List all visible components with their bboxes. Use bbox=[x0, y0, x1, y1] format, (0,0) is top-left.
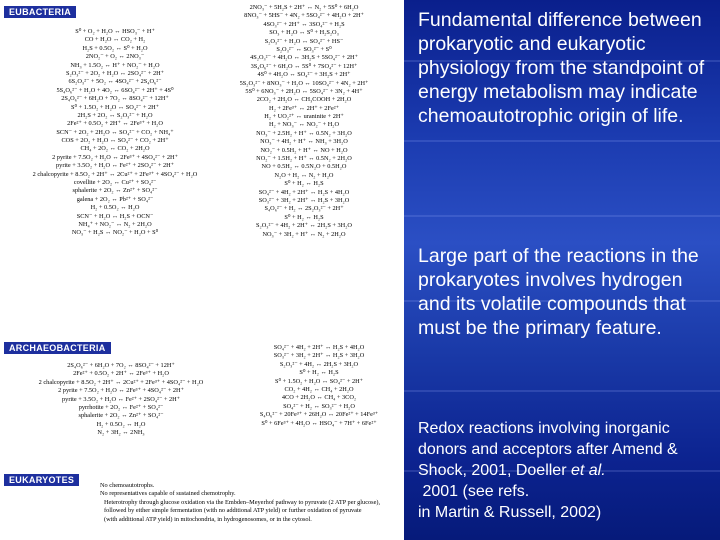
reaction-equation: 2S₄O₆²⁻ + 6H₂O + 7O₂ ↔ 8SO₄²⁻ + 12H⁺ bbox=[67, 362, 175, 369]
eubacteria-reactions-left bbox=[0, 28, 230, 238]
reaction-equation: 2 chalcopyrite + 8.5O₂ + 2H⁺ ↔ 2Cu²⁺ + 2Fe³⁺ + 4SO₄²⁻ + H₂O bbox=[38, 378, 204, 386]
reaction-equation: N₂O + H₂ ↔ N₂ + H₂O bbox=[274, 171, 334, 179]
reaction-equation: S₂O₃²⁻ ↔ SO₃²⁻ + S⁰ bbox=[276, 45, 332, 53]
reaction-equation: sphalerite + 2O₂ ↔ Zn²⁺ + SO₄²⁻ bbox=[72, 187, 158, 195]
eubacteria-reactions-right bbox=[206, 4, 402, 239]
reaction-equation: NO₃⁻ + 2.5H₂ + H⁺ ↔ 0.5N₂ + 3H₂O bbox=[256, 129, 352, 137]
reaction-equation: N₂ + 3H₂ ↔ 2NH₃ bbox=[97, 429, 145, 437]
reaction-equation: S₄O₆²⁻ + 20Fe³⁺ + 26H₂O ↔ 20Fe²⁺ + 14Fe³⁺ bbox=[259, 411, 379, 419]
eukaryote-note: No representatives capable of sustained chemotrophy. bbox=[100, 490, 236, 498]
reaction-equation: pyrite + 3.5O₂ + H₂O ↔ Fe²⁺ + 2SO₄²⁻ + 2H⁺ bbox=[62, 395, 180, 403]
reaction-equation: CO₂ + 4H₂ ↔ CH₄ + 2H₂O bbox=[284, 385, 354, 393]
archaeobacteria-label: ARCHAEOBACTERIA bbox=[4, 342, 111, 354]
reaction-equation: NO₂⁻ + 0.5H₂ + H⁺ ↔ NO + H₂O bbox=[260, 146, 348, 154]
reaction-equation: S⁰ + H₂ ↔ H₂S bbox=[299, 369, 339, 377]
reaction-equation: SO₃ + H₂O ↔ S⁰ + H₂S₂O₃ bbox=[269, 29, 339, 37]
reaction-equation: 2NO₂⁻ + O₂ ↔ 2NO₃⁻ bbox=[85, 53, 145, 61]
reaction-equation: sphalerite + 2O₂ ↔ Zn²⁺ + SO₄²⁻ bbox=[78, 412, 164, 420]
eukaryotes-notes bbox=[100, 482, 402, 524]
reference-text-suffix: 2001 (see refs. in Martin & Russell, 2002) bbox=[418, 483, 602, 521]
reaction-equation: NO + 0.5H₂ ↔ 0.5N₂O + 0.5H₂O bbox=[261, 163, 347, 171]
reaction-equation: S⁰ + O₂ + H₂O ↔ HSO₃⁻ + H⁺ bbox=[75, 28, 155, 35]
reaction-equation: 5S⁰ + 6NO₃⁻ + 2H₂O ↔ 5SO₄²⁻ + 3N₂ + 4H⁺ bbox=[245, 87, 363, 95]
reaction-equation: 4S⁰ + 4H₂O ↔ SO₄²⁻ + 3H₂S + 2H⁺ bbox=[257, 71, 351, 79]
reaction-equation: 2 chalcopyrite + 8.5O₂ + 2H⁺ ↔ 2Cu²⁺ + 2Fe³⁺ + 4SO₄²⁻ + H₂O bbox=[32, 170, 198, 178]
paragraph-hydrogen-reactions: Large part of the reactions in the prokaryotes involves hydrogen and its volatile compounds that must be the primary feature. bbox=[418, 245, 699, 339]
reaction-equation: pyrrhotite + 2O₂ ↔ Fe²⁺ + SO₄²⁻ bbox=[78, 403, 164, 411]
paragraph-references bbox=[418, 418, 714, 523]
reaction-equation: NO₂⁻ + 1.5H₂ + H⁺ ↔ 0.5N₂ + 2H₂O bbox=[256, 155, 352, 163]
reaction-equation: COS + 2O₂ + H₂O ↔ SO₄²⁻ + CO₂ + 2H⁺ bbox=[61, 137, 169, 145]
archaeobacteria-reactions-right bbox=[234, 344, 404, 428]
reaction-equation: SO₃²⁻ + 3H₂ + 2H⁺ ↔ H₂S + 3H₂O bbox=[258, 196, 350, 204]
reaction-equation: SCN⁻ + 2O₂ + 2H₂O ↔ SO₄²⁻ + CO₂ + NH₄⁺ bbox=[56, 128, 174, 136]
reaction-equation: 2Fe²⁺ + 0.5O₂ + 2H⁺ ↔ 2Fe³⁺ + H₂O bbox=[67, 120, 163, 128]
reaction-equation: S₂O₃²⁻ + 4H₂ + 2H⁺ ↔ 2H₂S + 3H₂O bbox=[256, 222, 352, 230]
archaeobacteria-reactions-left bbox=[0, 362, 242, 438]
reaction-equation: H₂ + 0.5O₂ ↔ H₂O bbox=[90, 204, 140, 212]
reaction-equation: H₂ + UO₂²⁺ ↔ uraninite + 2H⁺ bbox=[264, 113, 344, 121]
reaction-equation: S⁰ + H₂ ↔ H₂S bbox=[284, 180, 324, 188]
reaction-equation: S⁰ + 1.5O₂ + H₂O ↔ SO₄²⁻ + 2H⁺ bbox=[275, 377, 363, 385]
reaction-equation: galena + 2O₂ ↔ Pb²⁺ + SO₄²⁻ bbox=[76, 195, 154, 203]
reaction-equation: SCN⁻ + H₂O ↔ H₂S + OCN⁻ bbox=[76, 212, 154, 220]
reaction-equation: H₂ + 2Fe³⁺ ↔ 2H⁺ + 2Fe²⁺ bbox=[269, 104, 339, 112]
reaction-equation: NH₃ + 1.5O₂ ↔ H⁺ + NO₂⁻ + H₂O bbox=[70, 61, 160, 69]
reaction-equation: S⁰ + H₂ ↔ H₂S bbox=[284, 213, 324, 221]
reaction-equation: CH₄ + 2O₂ ↔ CO₂ + 2H₂O bbox=[80, 145, 150, 153]
reaction-equation: NO₃⁻ + 3H₂ + H⁺ ↔ N₂ + 2H₂O bbox=[262, 230, 346, 238]
reaction-equation: 3S₄O₆²⁻ + 6H₂O ↔ 5S⁰ + 7SO₄²⁻ + 12H⁺ bbox=[250, 62, 358, 70]
reaction-equation: NH₄⁺ + NO₂⁻ ↔ N₂ + 2H₂O bbox=[78, 220, 152, 228]
reaction-equation: 5S₂O₃²⁻ + 8NO₃⁻ + H₂O ↔ 10SO₄²⁻ + 4N₂ + 2H⁺ bbox=[239, 79, 369, 87]
eubacteria-label: EUBACTERIA bbox=[4, 6, 76, 18]
reaction-equation: 2CO₂ + 2H₂O ↔ CH₃COOH + 2H₂O bbox=[256, 96, 352, 104]
reaction-equation: 2H₂S + 2O₂ ↔ S₂O₃²⁻ + H₂O bbox=[77, 111, 153, 119]
reaction-equation: 2 pyrite + 7.5O₂ + H₂O ↔ 2Fe³⁺ + 4SO₄²⁻ + 2H⁺ bbox=[58, 387, 184, 395]
reaction-equation: S₂O₃²⁻ + 2O₂ + H₂O ↔ 2SO₄²⁻ + 2H⁺ bbox=[65, 69, 164, 77]
reaction-equation: H₂ + NO₃⁻ ↔ NO₂⁻ + H₂O bbox=[268, 121, 340, 129]
reaction-equation: SO₄²⁻ + H₂ ↔ SO₃²⁻ + H₂O bbox=[283, 402, 355, 410]
eukaryotes-label: EUKARYOTES bbox=[4, 474, 79, 486]
reaction-equation: 4S₂O₃²⁻ + 4H₂O ↔ 3H₂S + 5SO₄²⁻ + 2H⁺ bbox=[250, 54, 358, 62]
reaction-equation: S₄O₆²⁻ + H₂ ↔ 2S₂O₃²⁻ + 2H⁺ bbox=[264, 205, 344, 213]
reaction-equation: 2 pyrite + 7.5O₂ + H₂O ↔ 2Fe³⁺ + 4SO₄²⁻ + 2H⁺ bbox=[52, 153, 178, 161]
reaction-equation: 2Fe²⁺ + 0.5O₂ + 2H⁺ ↔ 2Fe³⁺ + H₂O bbox=[73, 370, 169, 378]
reaction-equation: 4SO₃²⁻ + 2H⁺ ↔ 3SO₄²⁻ + H₂S bbox=[263, 20, 345, 28]
reaction-equation: SO₄²⁻ + 4H₂ + 2H⁺ ↔ H₂S + 4H₂O bbox=[258, 188, 350, 196]
reaction-equation: SO₄²⁻ + 4H₂ + 2H⁺ ↔ H₂S + 4H₂O bbox=[273, 344, 365, 351]
eukaryote-note: No chemoautotrophs. bbox=[100, 482, 155, 489]
reaction-equation: S₂O₃²⁻ + 4H₂ ↔ 2H₂S + 3H₂O bbox=[279, 360, 359, 368]
reaction-equation: NO₃⁻ + H₂S ↔ NO₂⁻ + H₂O + S⁰ bbox=[71, 229, 159, 237]
paragraph-fundamental-difference: Fundamental difference between prokaryotic and eukaryotic physiology from the standpoint of energy metabolism may indicate chemoautotrophic origin of life. bbox=[418, 9, 705, 127]
eukaryote-note: followed by either simple fermentation (with no additional ATP yield) or further oxidation of pyruvate bbox=[104, 507, 362, 515]
eukaryote-note: (with additional ATP yield) in mitochondria, in hydrogenosomes, or in the cytosol. bbox=[104, 515, 312, 523]
reaction-equation: CO + H₂O ↔ CO₂ + H₂ bbox=[84, 36, 146, 44]
reaction-equation: 2NO₃⁻ + 5H₂S + 2H⁺ ↔ N₂ + 5S⁰ + 6H₂O bbox=[249, 4, 359, 11]
reaction-equation: NO₃⁻ + 4H₂ + H⁺ ↔ NH₃ + 3H₂O bbox=[260, 138, 348, 146]
reaction-equation: SO₃²⁻ + 3H₂ + 2H⁺ ↔ H₂S + 3H₂O bbox=[273, 352, 365, 360]
reaction-equation: S⁰ + 1.5O₂ + H₂O ↔ SO₄²⁻ + 2H⁺ bbox=[71, 103, 159, 111]
reaction-equation: 5S₄O₆²⁻ + H₂O + 4O₂ ↔ 6SO₄²⁻ + 2H⁺ + 4S⁰ bbox=[56, 86, 174, 94]
reaction-equation: pyrite + 3.5O₂ + H₂O ↔ Fe²⁺ + 2SO₄²⁻ + 2H⁺ bbox=[56, 162, 174, 170]
reaction-equation: S⁰ + 6Fe³⁺ + 4H₂O ↔ HSO₄⁻ + 7H⁺ + 6Fe²⁺ bbox=[261, 419, 377, 427]
reference-text-prefix: Redox reactions involving inorganic donors and acceptors after Amend & Shock, 2001, Doeller bbox=[418, 420, 678, 479]
reaction-equation: H₂ + 0.5O₂ ↔ H₂O bbox=[96, 420, 146, 428]
reaction-equation: 6S₂O₃²⁻ + 5O₂ ↔ 4SO₄²⁻ + 2S₄O₆²⁻ bbox=[68, 78, 162, 86]
reaction-equation: 8NO₃⁻ + 5HS⁻ + 4N₂ + 5SO₄²⁻ + 4H₂O + 2H⁺ bbox=[244, 12, 364, 20]
reaction-equation: H₂S + 0.5O₂ ↔ S⁰ + H₂O bbox=[82, 44, 148, 52]
reaction-equation: 2S₄O₆²⁻ + 6H₂O + 7O₂ ↔ 8SO₄²⁻ + 12H⁺ bbox=[61, 95, 169, 103]
reaction-equation: 4CO + 2H₂O ↔ CH₄ + 3CO₂ bbox=[281, 394, 357, 402]
reaction-equation: covellite + 2O₂ ↔ Cu²⁺ + SO₄²⁻ bbox=[73, 179, 157, 187]
reference-text-italic: et al. bbox=[570, 462, 606, 479]
eukaryote-note: Heterotrophy through glucose oxidation via the Embden–Meyerhof pathway to pyruvate (2 ATP per glucose), bbox=[104, 498, 381, 506]
reaction-equation: S₂O₃²⁻ + H₂O ↔ SO₄²⁻ + HS⁻ bbox=[264, 37, 344, 45]
